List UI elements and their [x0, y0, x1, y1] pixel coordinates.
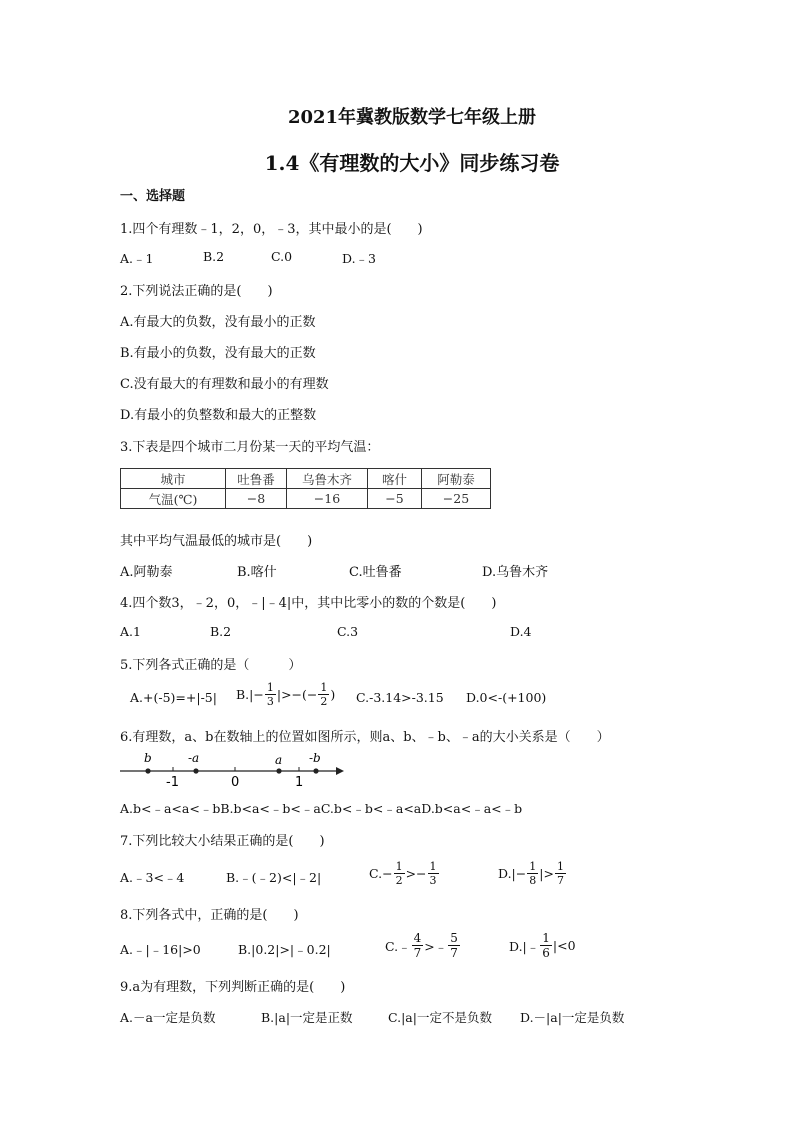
question-2-stem: 2.下列说法正确的是( )	[120, 284, 273, 299]
fraction-numerator: 1	[266, 681, 274, 694]
question-9-stem: 9.a为有理数，下列判断正确的是( )	[120, 980, 346, 995]
axis-arrow	[336, 767, 344, 775]
table-row	[121, 489, 491, 509]
question-1-stem: 1.四个有理数﹣1，2，0，﹣3，其中最小的是( )	[120, 222, 423, 237]
tick-label: 0	[231, 775, 240, 788]
point-b	[145, 768, 150, 773]
q7c-prefix: C.−	[369, 866, 393, 881]
point-label: a	[275, 753, 283, 767]
point-neg-a	[193, 768, 198, 773]
q4-option-a: A.1	[120, 624, 141, 639]
question-8-stem: 8.下列各式中，正确的是( )	[120, 908, 299, 923]
fraction	[428, 861, 439, 886]
question-3-question: 其中平均气温最低的城市是( )	[120, 534, 313, 549]
fraction	[412, 932, 424, 959]
q1-option-a: A.﹣1	[120, 251, 154, 266]
table-cell: 乌鲁木齐	[287, 469, 368, 489]
fraction-denominator: 2	[395, 874, 403, 887]
q5-option-a: A.+(-5)=+|-5|	[130, 690, 217, 705]
fraction	[394, 861, 405, 886]
fraction-numerator: 1	[556, 860, 564, 873]
q3-option-a: A.阿勒泰	[120, 565, 173, 580]
fraction	[318, 682, 329, 707]
question-7-stem: 7.下列比较大小结果正确的是( )	[120, 834, 325, 849]
fraction-numerator: 5	[450, 931, 458, 945]
q8d-prefix: D.|﹣	[509, 938, 540, 954]
q3-option-b: B.喀什	[237, 565, 277, 580]
q8c-middle: >﹣	[424, 938, 448, 954]
fraction-numerator: 1	[429, 860, 437, 873]
q8d-suffix: |<0	[552, 938, 576, 953]
document-title: 2021年冀教版数学七年级上册	[287, 107, 537, 128]
fraction	[540, 932, 552, 959]
fraction-numerator: 4	[413, 931, 422, 945]
fraction-denominator: 7	[556, 874, 564, 887]
fraction	[555, 861, 566, 886]
q8-option-c	[385, 932, 461, 959]
fraction-numerator: 1	[542, 931, 550, 945]
document-subtitle: 1.4《有理数的大小》同步练习卷	[264, 151, 560, 175]
tick-label: 1	[295, 775, 304, 788]
q7-option-c	[369, 861, 440, 886]
q9-option-b: B.|a|一定是正数	[261, 1010, 353, 1025]
q4-option-b: B.2	[210, 624, 232, 639]
q9-option-d: D.－|a|一定是负数	[520, 1010, 625, 1025]
table-row	[121, 469, 491, 489]
question-3-stem: 3.下表是四个城市二月份某一天的平均气温：	[120, 440, 380, 455]
point-label: -b	[309, 751, 321, 765]
q6-options: A.b<﹣a<a<﹣bB.b<a<﹣b<﹣aC.b<﹣b<﹣a<aD.b<a<﹣a<﹣b	[120, 801, 523, 816]
tick-label: -1	[166, 775, 179, 788]
point-label: -a	[188, 751, 200, 765]
point-neg-b	[313, 768, 318, 773]
q5b-suffix: )	[330, 687, 336, 702]
q5b-middle: |>−(−	[276, 687, 318, 702]
q1-option-b: B.2	[203, 249, 225, 264]
fraction-denominator: 8	[529, 874, 537, 887]
q1-option-d: D.﹣3	[342, 251, 377, 266]
table-cell: 吐鲁番	[226, 469, 287, 489]
section-heading: 一、选择题	[120, 189, 186, 204]
table-cell: 喀什	[368, 469, 422, 489]
q7d-middle: |>	[539, 866, 554, 881]
table-cell: −25	[422, 489, 491, 509]
point-a	[276, 768, 281, 773]
question-5-stem: 5.下列各式正确的是（ ）	[120, 658, 302, 673]
fraction-denominator: 2	[320, 695, 328, 708]
q7c-middle: >−	[405, 866, 427, 881]
q7-option-a: A.﹣3<﹣4	[120, 870, 185, 885]
q7-option-d	[498, 861, 567, 886]
table-cell: −5	[368, 489, 422, 509]
fraction	[265, 682, 276, 707]
fraction-denominator: 7	[450, 946, 458, 960]
table-cell: 气温(℃)	[121, 489, 226, 509]
q3-option-c: C.吐鲁番	[349, 565, 402, 580]
q8-option-b: B.|0.2|>|﹣0.2|	[238, 942, 331, 957]
q7-option-b: B.﹣(﹣2)<|﹣2|	[226, 870, 322, 885]
table-cell: 城市	[121, 469, 226, 489]
q5-option-c: C.-3.14>-3.15	[356, 690, 444, 705]
q9-option-a: A.－a一定是负数	[120, 1010, 216, 1025]
q8-option-d	[509, 932, 576, 959]
q2-option-b: B.有最小的负数，没有最大的正数	[120, 346, 316, 361]
q7d-prefix: D.|−	[498, 866, 527, 881]
question-6-stem: 6.有理数，a、b在数轴上的位置如图所示，则a、b、﹣b、﹣a的大小关系是（ ）	[120, 730, 610, 745]
q2-option-a: A.有最大的负数，没有最小的正数	[120, 315, 316, 330]
temperature-table	[120, 468, 491, 509]
q1-option-c: C.0	[271, 249, 293, 264]
fraction-denominator: 3	[429, 874, 437, 887]
fraction-denominator: 7	[413, 946, 422, 960]
fraction	[527, 861, 538, 886]
table-cell: 阿勒泰	[422, 469, 491, 489]
fraction	[448, 932, 460, 959]
point-label: b	[144, 751, 152, 765]
fraction-numerator: 1	[320, 681, 328, 694]
q5b-prefix: B.|−	[236, 687, 264, 702]
q8-option-a: A.﹣|﹣16|>0	[120, 942, 201, 957]
q2-option-d: D.有最小的负整数和最大的正整数	[120, 408, 317, 423]
q4-option-c: C.3	[337, 624, 359, 639]
q8c-prefix: C.﹣	[385, 938, 411, 954]
q5-option-b	[236, 682, 335, 707]
q9-option-c: C.|a|一定不是负数	[388, 1010, 492, 1025]
table-cell: −16	[287, 489, 368, 509]
fraction-denominator: 3	[266, 695, 274, 708]
question-4-stem: 4.四个数3，﹣2，0，﹣|﹣4|中，其中比零小的数的个数是( )	[120, 596, 497, 611]
q2-option-c: C.没有最大的有理数和最小的有理数	[120, 377, 329, 392]
fraction-denominator: 6	[542, 946, 550, 960]
number-line	[118, 748, 348, 788]
fraction-numerator: 1	[529, 860, 537, 873]
table-cell: −8	[226, 489, 287, 509]
q3-option-d: D.乌鲁木齐	[482, 565, 549, 580]
q4-option-d: D.4	[510, 624, 532, 639]
fraction-numerator: 1	[395, 860, 403, 873]
q5-option-d: D.0<-(+100)	[466, 690, 547, 705]
